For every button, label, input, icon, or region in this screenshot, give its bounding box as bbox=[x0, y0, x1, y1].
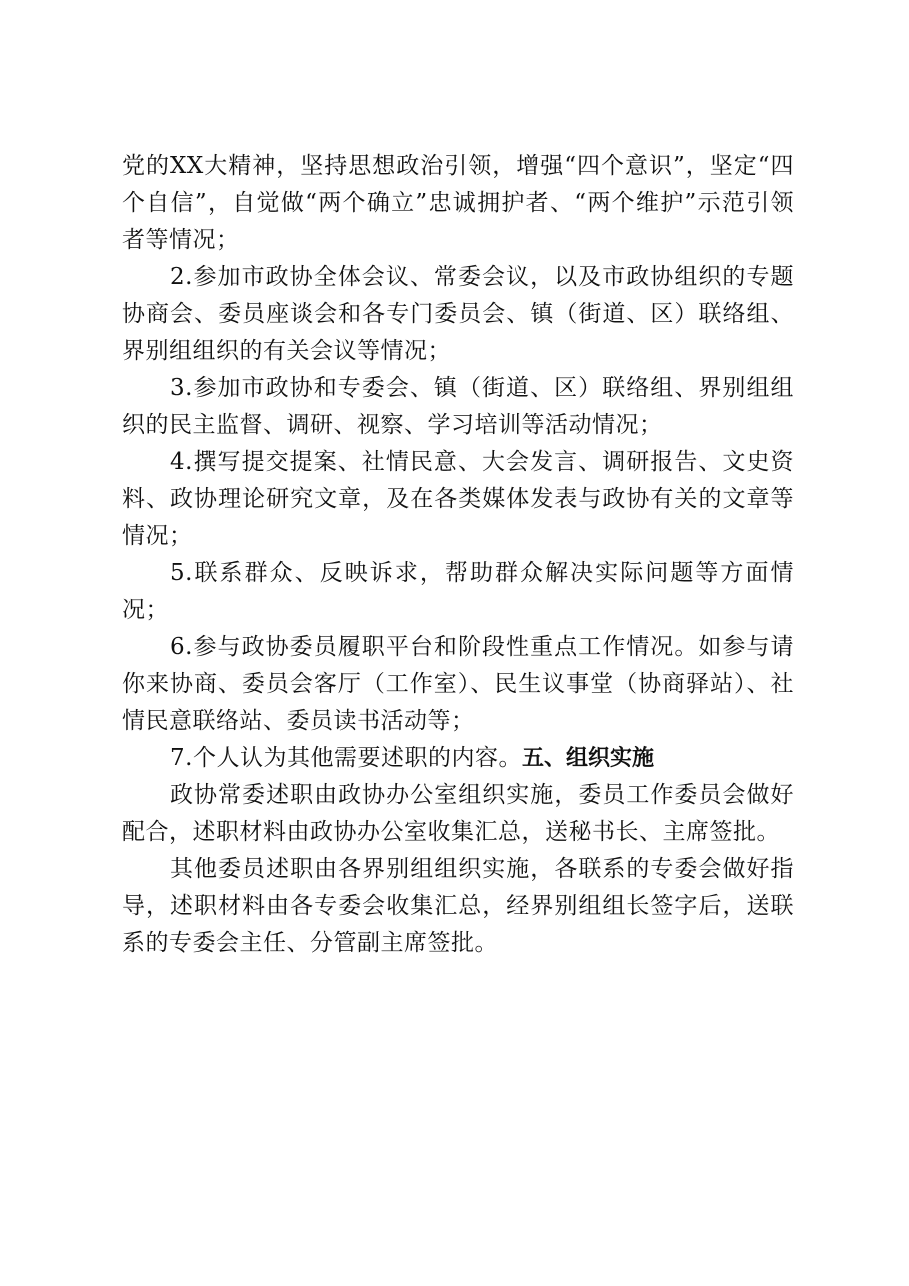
paragraph-organization-2: 其他委员述职由各界别组组织实施，各联系的专委会做好指导，述职材料由各专委会收集汇总，经界别组组长签字后，送联系的专委会主任、分管副主席签批。 bbox=[122, 856, 794, 956]
paragraph-organization-1: 政协常委述职由政协办公室组织实施，委员工作委员会做好配合，述职材料由政协办公室收集汇总，送秘书长、主席签批。 bbox=[122, 782, 794, 845]
paragraph-item-7 bbox=[122, 740, 794, 777]
paragraph-item-5: 5.联系群众、反映诉求，帮助群众解决实际问题等方面情况； bbox=[122, 560, 794, 623]
paragraph-item-6: 6.参与政协委员履职平台和阶段性重点工作情况。如参与请你来协商、委员会客厅（工作室）、民生议事堂（协商驿站）、社情民意联络站、委员读书活动等； bbox=[122, 634, 794, 734]
document-body bbox=[122, 148, 794, 962]
paragraph-item-2: 2.参加市政协全体会议、常委会议，以及市政协组织的专题协商会、委员座谈会和各专门委员会、镇（街道、区）联络组、界别组组织的有关会议等情况； bbox=[122, 264, 794, 364]
paragraph-item-3: 3.参加市政协和专委会、镇（街道、区）联络组、界别组组织的民主监督、调研、视察、学习培训等活动情况； bbox=[122, 375, 794, 438]
section-heading: 五、组织实施 bbox=[521, 746, 654, 771]
paragraph-item-4: 4.撰写提交提案、社情民意、大会发言、调研报告、文史资料、政协理论研究文章，及在各类媒体发表与政协有关的文章等情况； bbox=[122, 449, 794, 549]
paragraph-continuation: 党的XX大精神，坚持思想政治引领，增强“四个意识”，坚定“四个自信”，自觉做“两个确立”忠诚拥护者、“两个维护”示范引领者等情况； bbox=[122, 153, 794, 253]
item-7-text: 7.个人认为其他需要述职的内容。 bbox=[170, 745, 522, 771]
